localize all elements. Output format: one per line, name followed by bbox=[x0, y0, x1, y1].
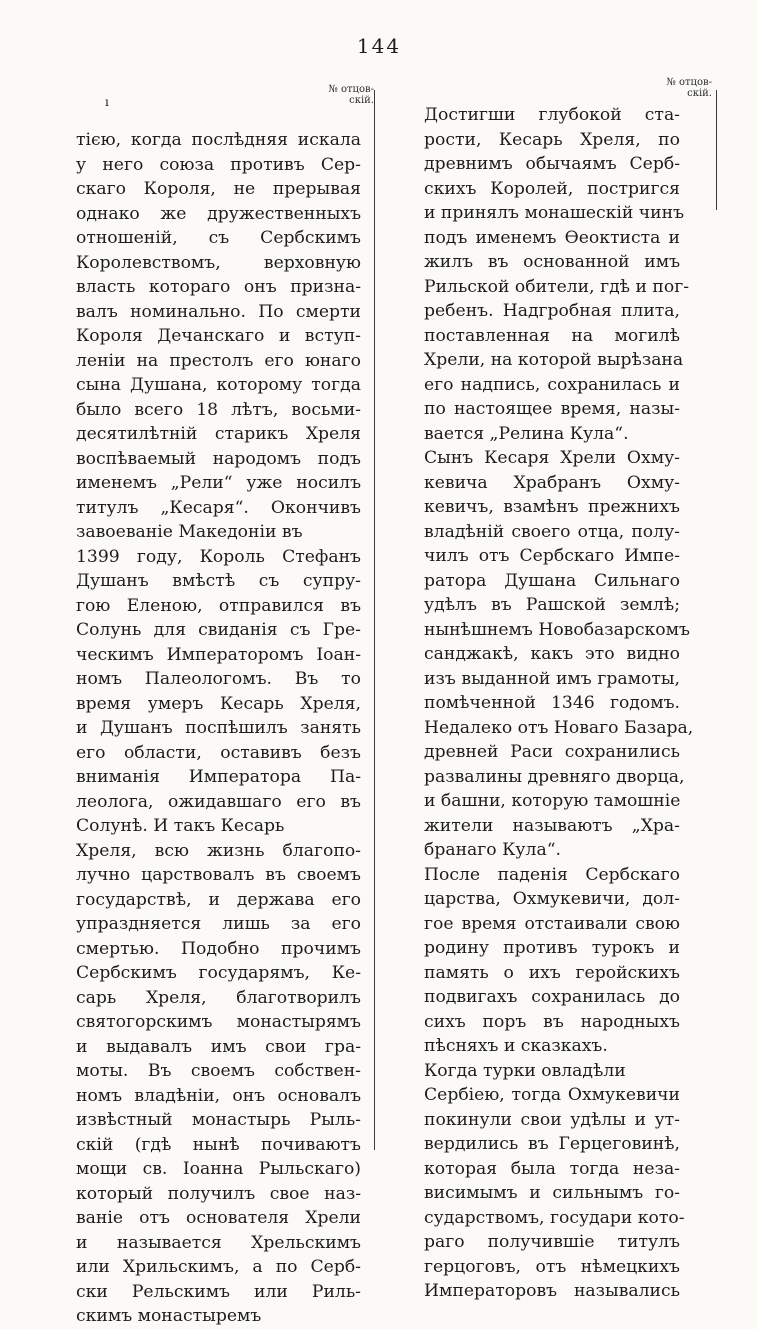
text-line: по настоящее время, назы- bbox=[424, 399, 680, 419]
text-line: именемъ „Рели“ уже носилъ bbox=[76, 473, 361, 493]
text-line: смертью. Подобно прочимъ bbox=[76, 938, 361, 959]
left-column bbox=[76, 128, 361, 1329]
text-line: герцоговъ, отъ нѣмецкихъ bbox=[424, 1256, 680, 1277]
text-line: древнимъ обычаямъ Серб- bbox=[424, 154, 680, 174]
text-line: десятилѣтній старикъ Хреля bbox=[76, 424, 361, 444]
text-line: царства, Охмукевичи, дол- bbox=[424, 889, 680, 909]
text-line: скаго Короля, не прерывая bbox=[76, 179, 361, 199]
text-line: гое время отстаивали свою bbox=[424, 913, 680, 934]
text-line: 1399 году, Король Стефанъ bbox=[76, 546, 361, 567]
text-line: раго получившіе титулъ bbox=[424, 1232, 680, 1252]
text-line: развалины древняго дворца, bbox=[424, 766, 685, 787]
text-line: память о ихъ геройскихъ bbox=[424, 962, 680, 983]
text-line: Недалеко отъ Новаго Базара, bbox=[424, 717, 694, 738]
text-line: было всего 18 лѣтъ, восьми- bbox=[76, 399, 361, 420]
text-line: родину противъ турокъ и bbox=[424, 938, 680, 958]
text-line: покинули свои удѣлы и ут- bbox=[424, 1109, 680, 1130]
text-line: Душанъ вмѣстѣ съ супру- bbox=[76, 571, 361, 591]
text-line: его области, оставивъ безъ bbox=[76, 742, 361, 763]
text-line: леніи на престолъ его юнаго bbox=[76, 350, 361, 371]
text-line: гою Еленою, отправился въ bbox=[76, 595, 361, 616]
text-line: Солунь для свиданія съ Гре- bbox=[76, 620, 361, 640]
text-line: удѣлъ въ Рашской землѣ; bbox=[424, 595, 680, 615]
text-line: санджакѣ, какъ это видно bbox=[424, 644, 680, 664]
text-line: упраздняется лишь за его bbox=[76, 914, 361, 934]
text-line: После паденія Сербскаго bbox=[424, 864, 680, 885]
right-margin-rule bbox=[716, 90, 717, 210]
text-line: и принялъ монашескій чинъ bbox=[424, 203, 685, 223]
text-line: ческимъ Императоромъ Іоан- bbox=[76, 644, 361, 665]
text-line: однако же дружественныхъ bbox=[76, 203, 361, 224]
page-number: 144 bbox=[356, 34, 402, 58]
text-line: кевича Храбранъ Охму- bbox=[424, 472, 680, 493]
right-column bbox=[424, 103, 694, 1304]
text-line: вается „Релина Кула“. bbox=[424, 423, 629, 444]
text-line: подвигахъ сохранилась до bbox=[424, 987, 680, 1007]
text-line: сударствомъ, государи кото- bbox=[424, 1207, 685, 1228]
text-line: пѣсняхъ и сказкахъ. bbox=[424, 1036, 608, 1056]
text-line: Короля Дечанскаго и вступ- bbox=[76, 326, 361, 346]
text-line: которая была тогда неза- bbox=[424, 1158, 680, 1179]
text-line: висимымъ и сильнымъ го- bbox=[424, 1183, 680, 1203]
text-line: моты. Въ своемъ собствен- bbox=[76, 1061, 361, 1081]
text-line: мощи св. Іоанна Рыльскаго) bbox=[76, 1159, 361, 1179]
tick-mark: ı bbox=[105, 95, 109, 109]
text-line: номъ Палеологомъ. Въ то bbox=[76, 669, 361, 689]
text-line: время умеръ Кесарь Хреля, bbox=[76, 693, 361, 714]
text-line: ратора Душана Сильнаго bbox=[424, 570, 680, 591]
text-line: нынѣшнемъ Новобазарскомъ bbox=[424, 619, 690, 640]
text-line: Сербскимъ государямъ, Ке- bbox=[76, 963, 361, 983]
text-line: леолога, ожидавшаго его въ bbox=[76, 791, 361, 812]
text-line: и называется Хрельскимъ bbox=[76, 1232, 361, 1253]
right-margin-note: № отцов- скій. bbox=[666, 77, 712, 99]
text-line: Когда турки овладѣли bbox=[424, 1060, 626, 1081]
text-line: владѣній своего отца, полу- bbox=[424, 521, 680, 542]
text-line: ваніе отъ основателя Хрели bbox=[76, 1208, 361, 1228]
text-line: власть котораго онъ призна- bbox=[76, 277, 361, 297]
text-line: чилъ отъ Сербскаго Импе- bbox=[424, 546, 680, 566]
text-line: или Хрильскимъ, а по Серб- bbox=[76, 1257, 361, 1277]
text-line: Достигши глубокой ста- bbox=[424, 105, 680, 125]
text-line: скій (гдѣ нынѣ почиваютъ bbox=[76, 1134, 361, 1155]
text-line: тією, когда послѣдняя искала bbox=[76, 130, 361, 150]
text-line: помѣченной 1346 годомъ. bbox=[424, 693, 680, 713]
text-line: кевичъ, взамѣнъ прежнихъ bbox=[424, 497, 680, 517]
text-line: подъ именемъ Ѳеоктиста и bbox=[424, 227, 680, 248]
text-line: бранаго Кула“. bbox=[424, 840, 561, 860]
text-line: и башни, которую тамошніе bbox=[424, 791, 681, 811]
text-line: Королевствомъ, верховную bbox=[76, 252, 361, 273]
text-line: и Душанъ поспѣшилъ занять bbox=[76, 718, 361, 738]
text-line: лучно царствовалъ въ своемъ bbox=[76, 865, 361, 885]
text-line: сихъ поръ въ народныхъ bbox=[424, 1011, 680, 1032]
text-line: Солунѣ. И такъ Кесарь bbox=[76, 816, 285, 836]
text-line: скимъ монастыремъ bbox=[76, 1306, 262, 1326]
text-line: Рильской обители, гдѣ и пог- bbox=[424, 276, 690, 297]
text-line: Сербіею, тогда Охмукевичи bbox=[424, 1085, 680, 1105]
left-margin-note: № отцов- скій. bbox=[328, 84, 374, 106]
text-line: Сынъ Кесаря Хрели Охму- bbox=[424, 448, 680, 468]
text-line: номъ владѣніи, онъ основалъ bbox=[76, 1085, 361, 1106]
text-line: скихъ Королей, постригся bbox=[424, 178, 680, 199]
text-line: сарь Хреля, благотворилъ bbox=[76, 987, 361, 1008]
text-line: завоеваніе Македоніи въ bbox=[76, 522, 303, 542]
text-line: ски Рельскимъ или Риль- bbox=[76, 1281, 361, 1302]
text-line: святогорскимъ монастырямъ bbox=[76, 1012, 361, 1032]
text-line: поставленная на могилѣ bbox=[424, 325, 680, 346]
text-line: жители называютъ „Хра- bbox=[424, 815, 680, 836]
text-line: изъ выданной имъ грамоты, bbox=[424, 668, 680, 689]
text-line: ребенъ. Надгробная плита, bbox=[424, 301, 680, 321]
text-line: Императоровъ назывались bbox=[424, 1281, 680, 1301]
text-line: древней Раси сохранились bbox=[424, 742, 680, 762]
text-line: и выдавалъ имъ свои гра- bbox=[76, 1036, 361, 1057]
text-line: воспѣваемый народомъ подъ bbox=[76, 448, 361, 469]
text-line: государствѣ, и держава его bbox=[76, 889, 361, 910]
column-divider bbox=[374, 90, 375, 1150]
text-line: его надпись, сохранилась и bbox=[424, 374, 680, 395]
text-line: Хрели, на которой вырѣзана bbox=[424, 350, 684, 370]
text-line: который получилъ свое наз- bbox=[76, 1183, 361, 1204]
text-line: Хреля, всю жизнь благопо- bbox=[76, 840, 361, 861]
text-line: вниманія Императора Па- bbox=[76, 767, 361, 787]
text-line: рости, Кесарь Хреля, по bbox=[424, 129, 680, 150]
text-line: извѣстный монастырь Рыль- bbox=[76, 1110, 361, 1130]
text-line: отношеній, съ Сербскимъ bbox=[76, 228, 361, 248]
text-line: сына Душана, которому тогда bbox=[76, 375, 361, 395]
text-line: жилъ въ основанной имъ bbox=[424, 252, 680, 272]
text-line: вердились въ Герцеговинѣ, bbox=[424, 1134, 680, 1154]
text-line: валъ номинально. По смерти bbox=[76, 301, 361, 322]
text-line: у него союза противъ Сер- bbox=[76, 154, 361, 175]
text-line: титулъ „Кесаря“. Окончивъ bbox=[76, 497, 361, 518]
